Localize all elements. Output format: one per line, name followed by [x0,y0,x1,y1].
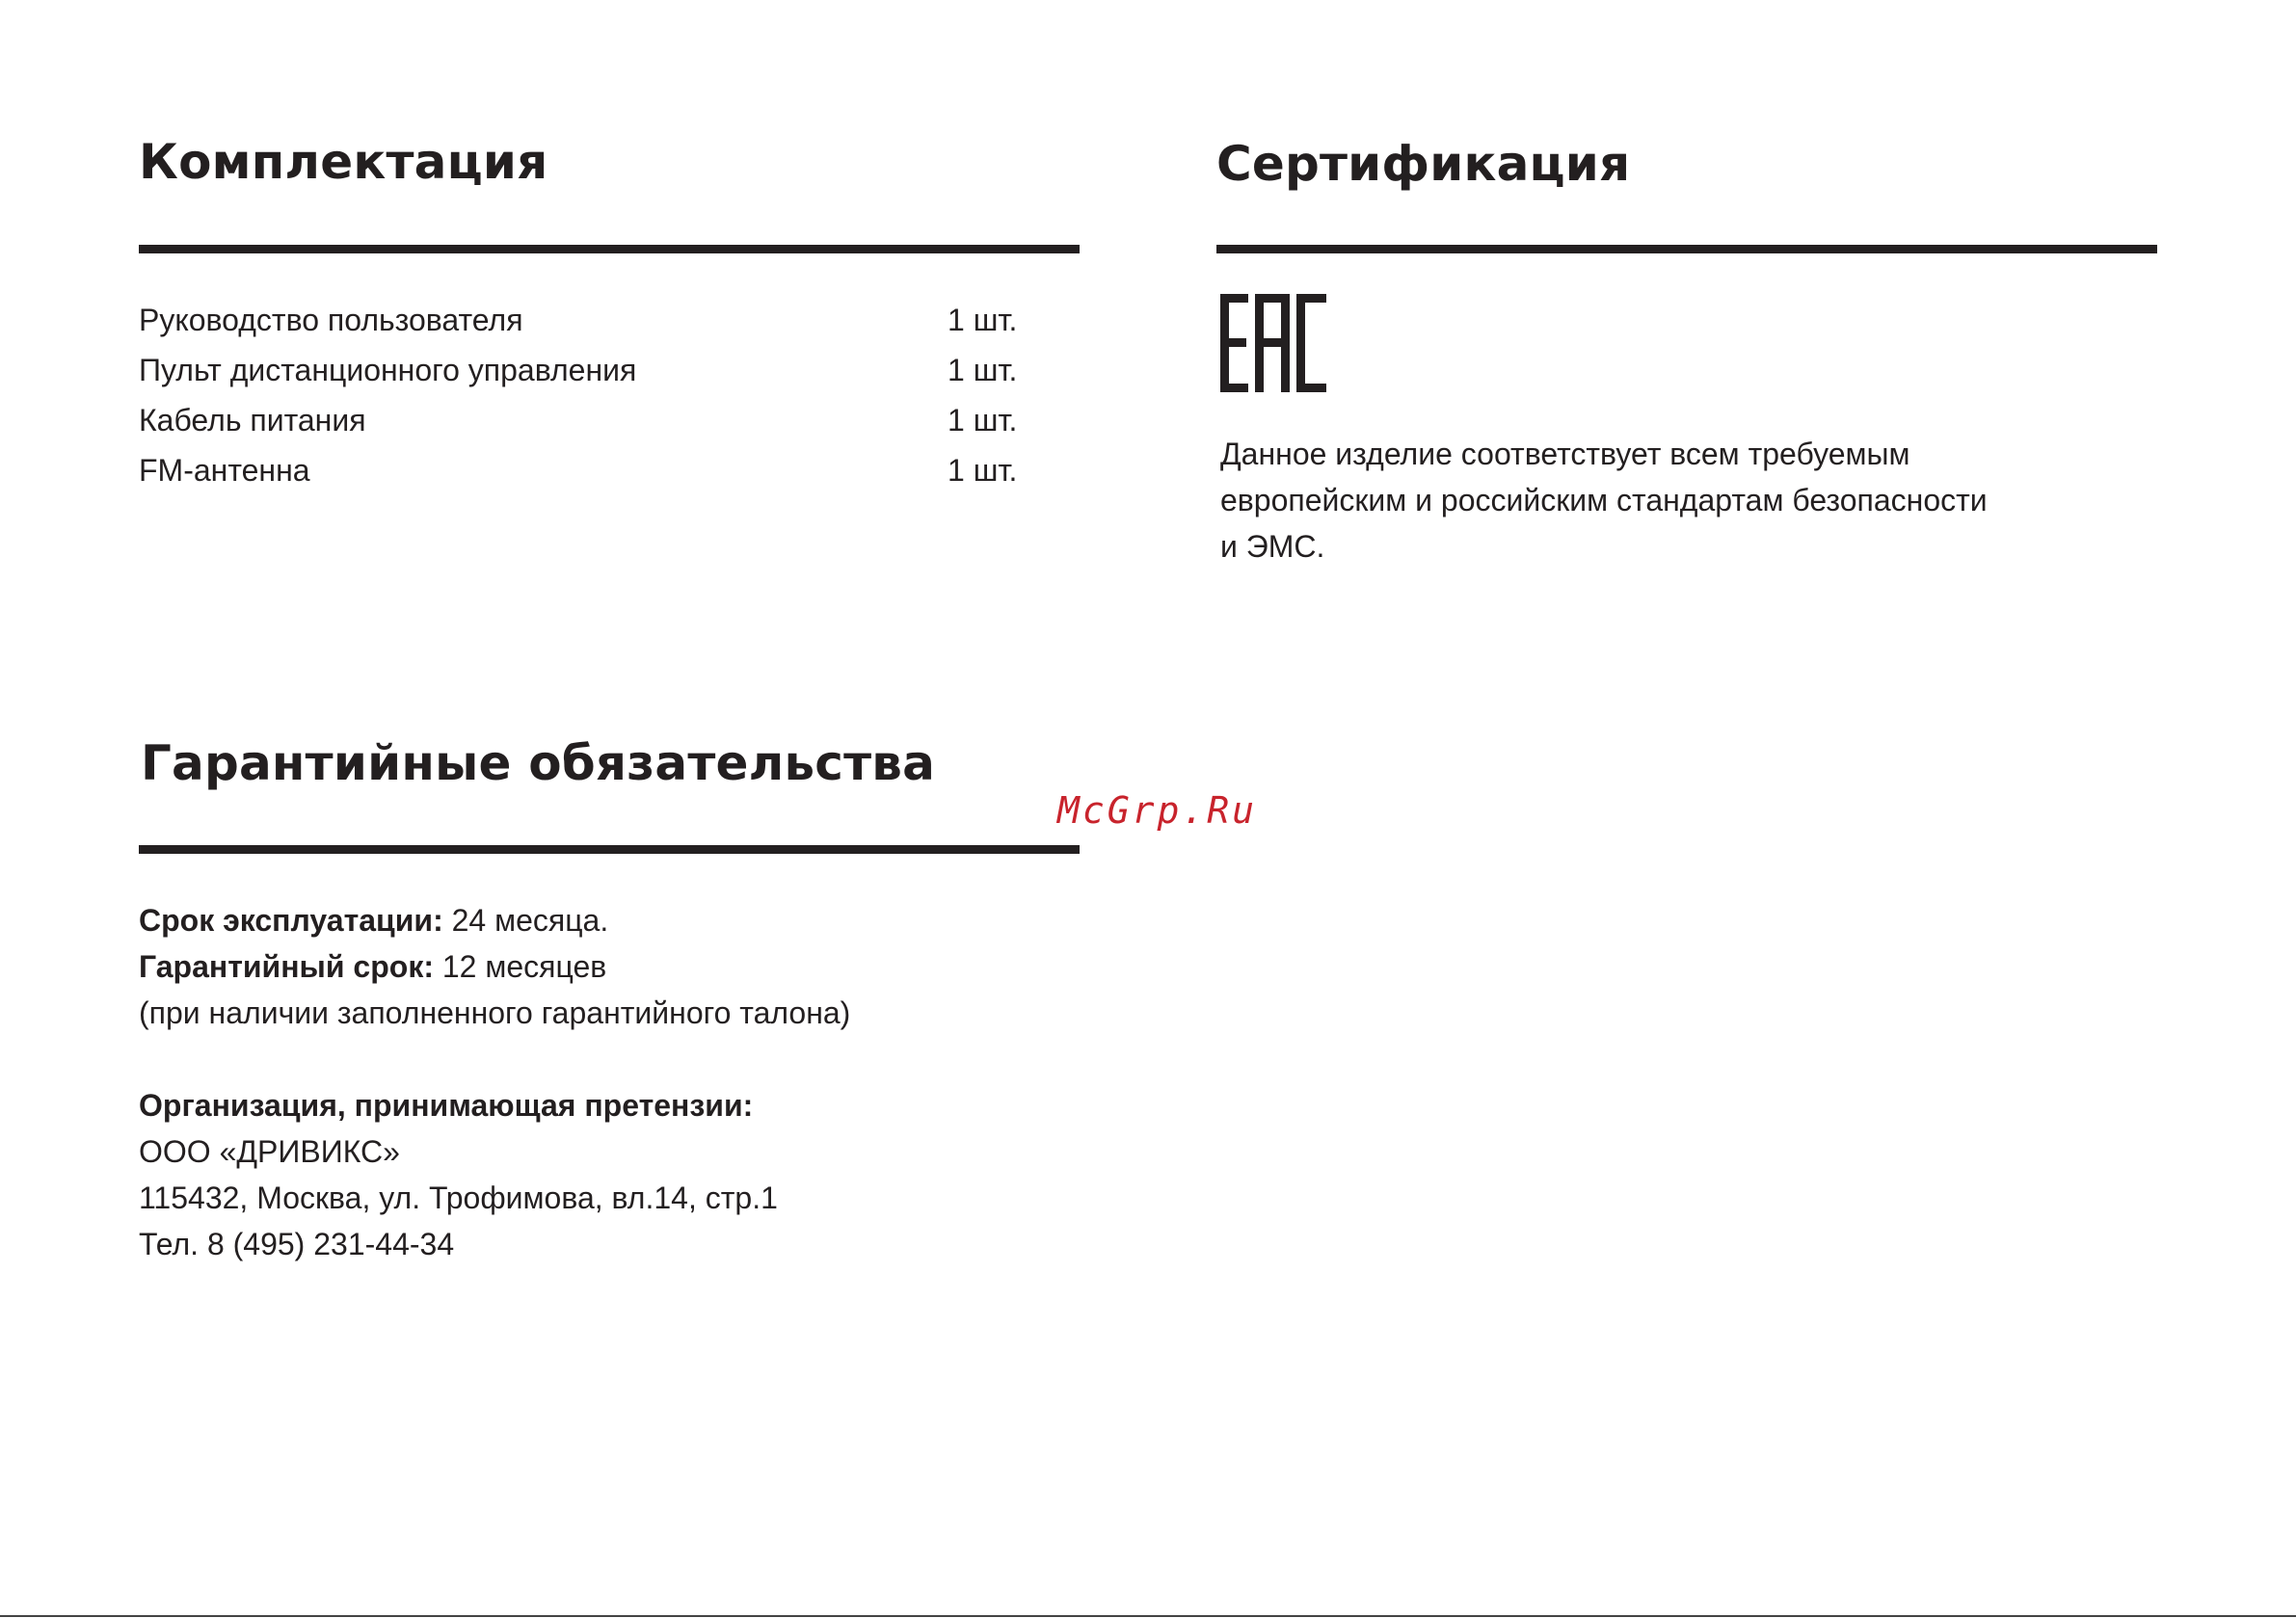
warranty-term-line [139,943,850,990]
org-name: ООО «ДРИВИКС» [139,1134,400,1169]
kit-heading-rule [139,245,1080,253]
certification-line: и ЭМС. [1220,529,1325,564]
kit-item-name: FM-антенна [139,453,310,488]
kit-item-name: Кабель питания [139,403,366,438]
watermark-text: McGrp.Ru [1057,789,1258,832]
warranty-term-label: Гарантийный срок: [139,949,434,984]
kit-item-qty: 1 шт. [948,453,1018,488]
org-address: 115432, Москва, ул. Трофимова, вл.14, стр.1 [139,1180,778,1215]
certification-heading-rule [1216,245,2157,253]
warranty-term-value: 12 месяцев [433,949,607,984]
kit-item [139,395,1016,445]
kit-item-name: Пульт дистанционного управления [139,353,637,387]
page-bottom-edge [0,1615,2296,1617]
org-phone: Тел. 8 (495) 231-44-34 [139,1227,455,1261]
warranty-details [139,897,850,1267]
kit-item [139,445,1016,495]
certification-text [1220,431,1988,570]
warranty-note: (при наличии заполненного гарантийного талона) [139,995,851,1030]
warranty-heading: Гарантийные обязательства [141,735,936,791]
spacer [139,1036,850,1082]
org-label: Организация, принимающая претензии: [139,1088,754,1123]
certification-line: европейским и российским стандартам безопасности [1220,483,1988,517]
kit-item-name: Руководство пользователя [139,303,523,337]
warranty-heading-rule [139,845,1080,854]
kit-item-qty: 1 шт. [948,403,1018,438]
kit-item [139,345,1016,395]
certification-heading: Сертификация [1216,136,1631,192]
kit-item [139,295,1016,345]
kit-item-qty: 1 шт. [948,303,1018,337]
kit-item-qty: 1 шт. [948,353,1018,387]
eac-mark-icon [1220,294,1326,392]
kit-heading: Комплектация [139,134,548,190]
service-life-value: 24 месяца. [442,903,609,938]
certification-line: Данное изделие соответствует всем требуемым [1220,437,1910,471]
service-life-line [139,897,850,943]
service-life-label: Срок эксплуатации: [139,903,443,938]
